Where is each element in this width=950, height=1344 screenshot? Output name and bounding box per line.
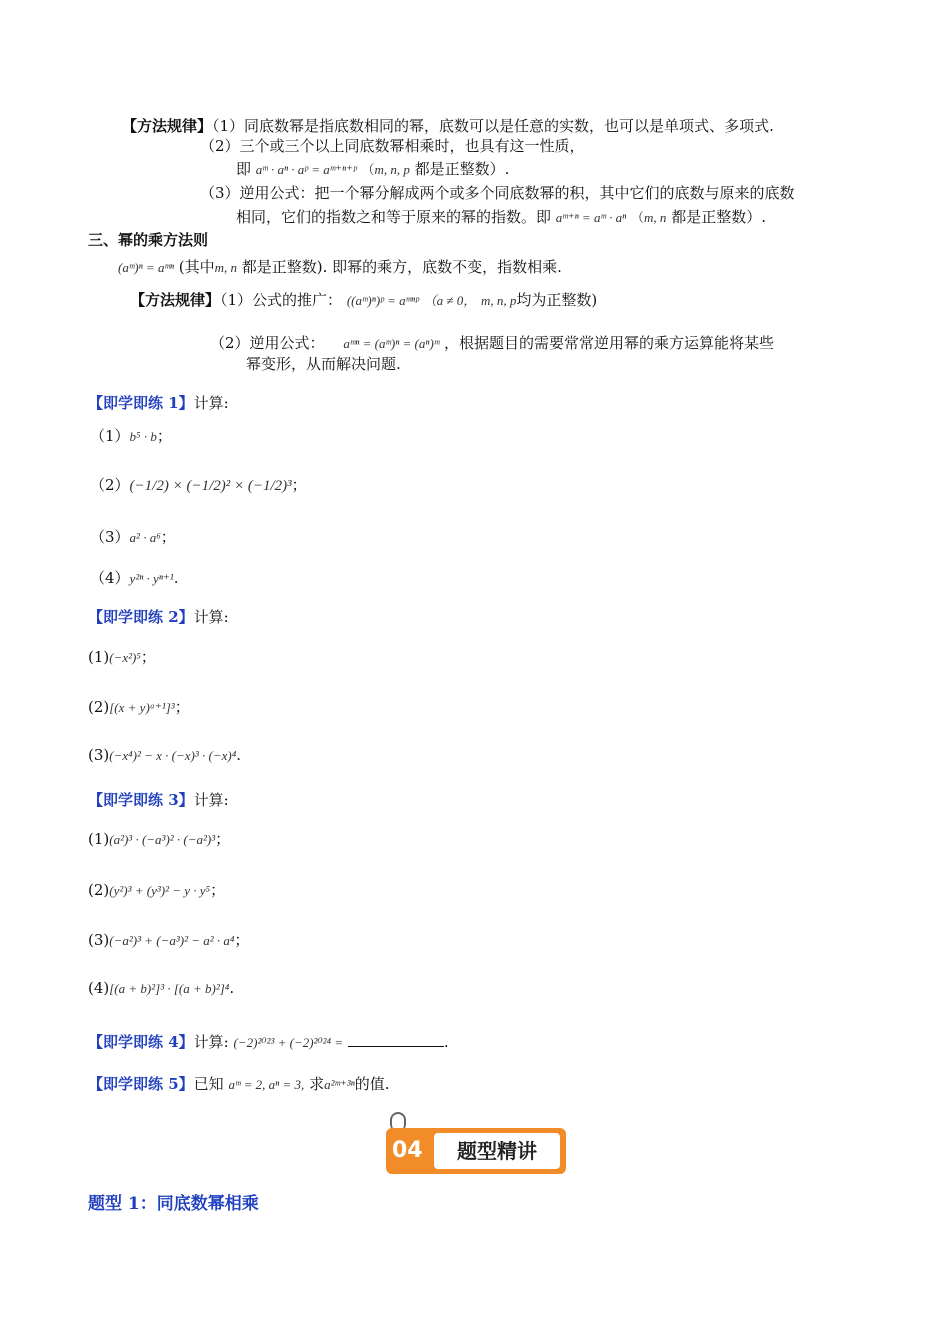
generalized-condition: （a ≠ 0， (423, 293, 477, 308)
practice-4-prompt: 计算: (193, 1033, 229, 1051)
math-expression: b⁵ · b (129, 429, 157, 444)
practice-3-item-1 (88, 828, 230, 849)
practice-2-prompt: 计算: (193, 608, 229, 626)
item-end: ； (160, 528, 176, 546)
math-expression: y²ⁿ · yⁿ⁺¹ (129, 571, 174, 586)
math-expression: (−2)²⁰²³ + (−2)²⁰²⁴ = (233, 1035, 344, 1050)
item-number: (4) (88, 979, 110, 997)
rule-2-prefix: 即 (236, 160, 252, 178)
rule-generalize-prefix: （1）公式的推广： (220, 291, 343, 309)
rule-1-text: （1）同底数幂是指底数相同的幂，底数可以是任意的实数，也可以是单项式、多项式. (212, 117, 774, 135)
item-number: （1） (90, 427, 130, 445)
power-rule-text-b: 都是正整数). 即幂的乘方，底数不变，指数相乘. (241, 258, 562, 276)
item-end: ； (140, 648, 156, 666)
rule-3-suffix: 都是正整数）. (671, 208, 766, 226)
power-rule-line (118, 256, 562, 277)
practice-3-prompt: 计算: (193, 791, 229, 809)
target-expression: a²ᵐ⁺³ⁿ (324, 1077, 355, 1092)
practice-2-label: 【即学即练 2】 (88, 608, 194, 626)
item-number: (1) (88, 830, 110, 848)
practice-1-item-2 (90, 474, 307, 495)
power-rule-vars: m, n (214, 260, 237, 275)
practice-3-item-4 (88, 979, 234, 997)
item-number: （4） (90, 569, 130, 587)
generalized-vars: m, n, p (481, 293, 517, 308)
item-number: (2) (88, 881, 110, 899)
reverse-prefix: （2）逆用公式： (210, 334, 325, 352)
item-number: (1) (88, 648, 110, 666)
rule-3-text: （3）逆用公式：把一个幂分解成两个或多个同底数幂的积，其中它们的底数与原来的底数 (200, 184, 795, 202)
math-expression: a² · a⁶ (129, 530, 161, 545)
reverse-power-formula: aᵐⁿ = (aᵐ)ⁿ = (aⁿ)ᵐ (343, 336, 440, 351)
practice-4 (88, 1031, 449, 1052)
practice-5 (88, 1073, 390, 1094)
badge-title: 题型精讲 (434, 1133, 560, 1169)
generalized-suffix: 均为正整数) (516, 291, 598, 309)
reverse-suffix: ，根据题目的需要常常逆用幂的乘方运算能将某些 (444, 334, 775, 352)
item-end: ； (210, 881, 226, 899)
rule-2-formula-line (236, 158, 509, 179)
practice-1-item-4 (90, 567, 178, 588)
section3-rule-1 (130, 289, 597, 310)
answer-blank[interactable] (348, 1032, 444, 1047)
item-end: . (236, 746, 242, 764)
section-badge (386, 1128, 566, 1174)
reverse-product-formula: aᵐ⁺ⁿ = aᵐ · aⁿ (555, 210, 627, 225)
method-rule-tag: 【方法规律】 (122, 117, 213, 135)
math-expression: [(a + b)²]³ · [(a + b)²]⁴ (109, 981, 230, 996)
item-end: . (443, 1033, 449, 1051)
practice-1-item-3 (90, 526, 176, 547)
practice-2-item-3 (88, 746, 241, 764)
practice-1-prompt: 计算: (193, 394, 229, 412)
math-expression: (y²)³ + (y³)² − y · y⁵ (109, 883, 211, 898)
practice-4-label: 【即学即练 4】 (88, 1033, 194, 1051)
item-end: ； (234, 931, 250, 949)
rule-3-line2-text: 相同，它们的指数之和等于原来的幂的指数。即 (236, 208, 552, 226)
badge-number: 04 (392, 1138, 423, 1163)
item-end: ； (291, 476, 307, 494)
item-end: . (173, 569, 179, 587)
section3-rule-2 (210, 332, 774, 353)
vars-mnp: m, n, p (374, 162, 410, 177)
math-expression: (−x⁴)² − x · (−x)³ · (−x)⁴ (109, 748, 237, 763)
practice-2-heading (88, 606, 229, 627)
practice-3-label: 【即学即练 3】 (88, 791, 194, 809)
item-number: （3） (90, 528, 130, 546)
practice-3-heading (88, 789, 229, 810)
ask-text: 求 (309, 1075, 325, 1093)
practice-5-label: 【即学即练 5】 (88, 1075, 194, 1093)
power-rule-formula: (aᵐ)ⁿ = aᵐⁿ (118, 260, 174, 275)
given-values: aᵐ = 2, aⁿ = 3, (228, 1077, 305, 1092)
math-expression: (a²)³ · (−a³)² · (−a²)³ (109, 832, 216, 847)
generalized-formula: ((aᵐ)ⁿ)ᵖ = aᵐⁿᵖ (346, 293, 419, 308)
item-number: （2） (90, 476, 130, 494)
practice-1-item-1 (90, 425, 172, 446)
item-number: (3) (88, 931, 110, 949)
ask-suffix: 的值. (354, 1075, 390, 1093)
rule-2-suffix: 都是正整数）. (414, 160, 510, 178)
practice-1-label: 【即学即练 1】 (88, 394, 194, 412)
practice-3-item-3 (88, 929, 249, 950)
practice-3-item-2 (88, 879, 225, 900)
math-expression: (−x²)⁵ (109, 650, 141, 665)
method-rule-tag-2: 【方法规律】 (130, 291, 221, 309)
practice-5-prompt: 已知 (193, 1075, 224, 1093)
item-number: (3) (88, 746, 110, 764)
item-end: ； (215, 830, 231, 848)
item-end: ； (174, 698, 190, 716)
math-expression: (−1/2) × (−1/2)² × (−1/2)³ (129, 478, 292, 494)
cond-open-2: （ (631, 210, 645, 225)
item-number: (2) (88, 698, 110, 716)
rule-2-text: （2）三个或三个以上同底数幂相乘时，也具有这一性质， (200, 137, 585, 155)
section-3-heading: 三、幂的乘方法则 (88, 231, 209, 249)
cond-open: （ (361, 162, 375, 177)
rule-3-line2 (236, 206, 766, 227)
math-expression: [(x + y)ᵃ⁺¹]³ (109, 700, 175, 715)
rule-block-1 (122, 115, 774, 136)
vars-mn: m, n (644, 210, 667, 225)
item-end: ； (156, 427, 172, 445)
power-rule-text-a: (其中 (178, 258, 215, 276)
practice-2-item-2 (88, 696, 190, 717)
reverse-line2: 幂变形，从而解决问题. (246, 355, 401, 373)
product-rule-formula: aᵐ · aⁿ · aᵖ = aᵐ⁺ⁿ⁺ᵖ (255, 162, 357, 177)
item-end: . (229, 979, 235, 997)
math-expression: (−a²)³ + (−a³)² − a² · a⁴ (109, 933, 235, 948)
practice-2-item-1 (88, 646, 156, 667)
practice-1-heading (88, 392, 229, 413)
topic-1-heading: 题型 1：同底数幂相乘 (88, 1194, 259, 1214)
